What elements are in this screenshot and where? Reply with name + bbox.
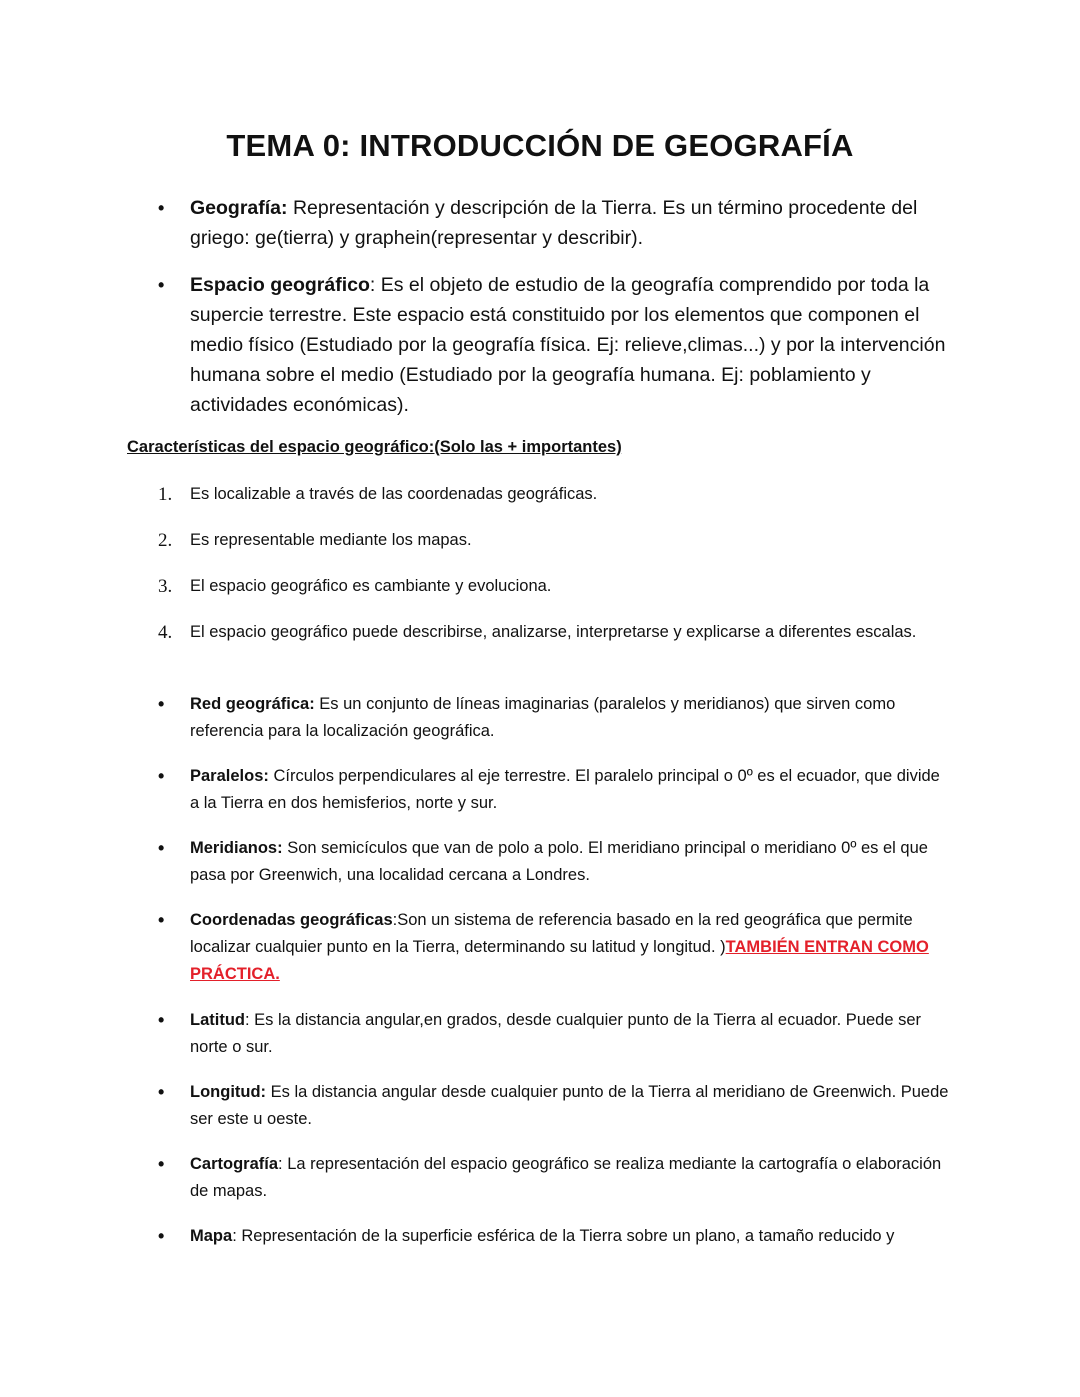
term: Longitud: (190, 1083, 267, 1101)
bullet-icon: • (158, 1154, 165, 1174)
section-heading-characteristics: Características del espacio geográfico:(Solo las + importantes) (127, 438, 622, 456)
bullet-icon: • (158, 694, 165, 714)
list-item-coordenadas-geograficas (158, 907, 950, 988)
list-item-geografia (158, 193, 950, 253)
term: Paralelos: (190, 767, 269, 785)
bullet-icon: • (158, 1226, 165, 1246)
bullet-icon: • (158, 1010, 165, 1030)
numbered-item-3 (158, 573, 950, 600)
item-number: 3. (158, 576, 173, 597)
item-text: Es representable mediante los mapas. (190, 531, 472, 549)
item-number: 2. (158, 530, 173, 551)
bullet-icon: • (158, 275, 165, 295)
definition: Son semicículos que van de polo a polo. El meridiano principal o meridiano 0º es el que pasa por Greenwich, una localidad cercana a Londres. (190, 839, 928, 884)
definition: Círculos perpendiculares al eje terrestre. El paralelo principal o 0º es el ecuador, que divide a la Tierra en dos hemisferios, norte y sur. (190, 767, 940, 812)
term: Latitud (190, 1011, 245, 1029)
term: Coordenadas geográficas (190, 911, 393, 929)
bullet-icon: • (158, 766, 165, 786)
list-item-meridianos (158, 835, 950, 889)
term: Meridianos: (190, 839, 283, 857)
bullet-icon: • (158, 198, 165, 218)
list-item-longitud (158, 1079, 950, 1133)
term: Cartografía (190, 1155, 279, 1173)
definition: : Es el objeto de estudio de la geografía comprendido por toda la supercie terrestre. Este espacio está constituido por los elementos que componen el medio físico (Estudiado por la geografía física. Ej: relieve,climas...) y por la intervención humana sobre el medio (Estudiado por la geografía humana. Ej: poblamiento y actividades económicas). (190, 274, 946, 416)
list-item-mapa (158, 1223, 950, 1250)
list-item-espacio-geografico (158, 270, 950, 420)
numbered-item-1 (158, 481, 950, 508)
definition: Es la distancia angular desde cualquier punto de la Tierra al meridiano de Greenwich. Puede ser este u oeste. (190, 1083, 949, 1128)
term: Red geográfica: (190, 695, 315, 713)
definition: : Representación de la superficie esférica de la Tierra sobre un plano, a tamaño reducido y (232, 1227, 895, 1245)
definition: :Son un sistema de referencia basado en la red geográfica que permite localizar cualquier punto en la Tierra, determinando su latitud y longitud. ) (190, 911, 913, 956)
definition: Representación y descripción de la Tierra. Es un término procedente del griego: ge(tierra) y graphein(representar y describir). (190, 197, 918, 249)
numbered-item-4 (158, 619, 950, 646)
item-text: Es localizable a través de las coordenadas geográficas. (190, 485, 598, 503)
bullet-icon: • (158, 838, 165, 858)
definition: : La representación del espacio geográfico se realiza mediante la cartografía o elaboración de mapas. (190, 1155, 942, 1200)
term: Geografía: (190, 197, 288, 219)
page-title: TEMA 0: INTRODUCCIÓN DE GEOGRAFÍA (226, 128, 854, 163)
term: Espacio geográfico (190, 274, 370, 296)
list-item-red-geografica (158, 691, 950, 745)
practice-highlight: TAMBIÉN ENTRAN COMO PRÁCTICA. (190, 938, 929, 983)
item-number: 1. (158, 484, 173, 505)
definition: Es un conjunto de líneas imaginarias (paralelos y meridianos) que sirven como referencia para la localización geográfica. (190, 695, 896, 740)
list-item-cartografia (158, 1151, 950, 1205)
list-item-latitud (158, 1007, 950, 1061)
bullet-icon: • (158, 910, 165, 930)
item-text: El espacio geográfico es cambiante y evoluciona. (190, 577, 552, 595)
definition: : Es la distancia angular,en grados, desde cualquier punto de la Tierra al ecuador. Puede ser norte o sur. (190, 1011, 922, 1056)
numbered-item-2 (158, 527, 950, 554)
term: Mapa (190, 1227, 233, 1245)
item-number: 4. (158, 622, 173, 643)
bullet-icon: • (158, 1082, 165, 1102)
list-item-paralelos (158, 763, 950, 817)
item-text: El espacio geográfico puede describirse, analizarse, interpretarse y explicarse a diferentes escalas. (190, 623, 917, 641)
